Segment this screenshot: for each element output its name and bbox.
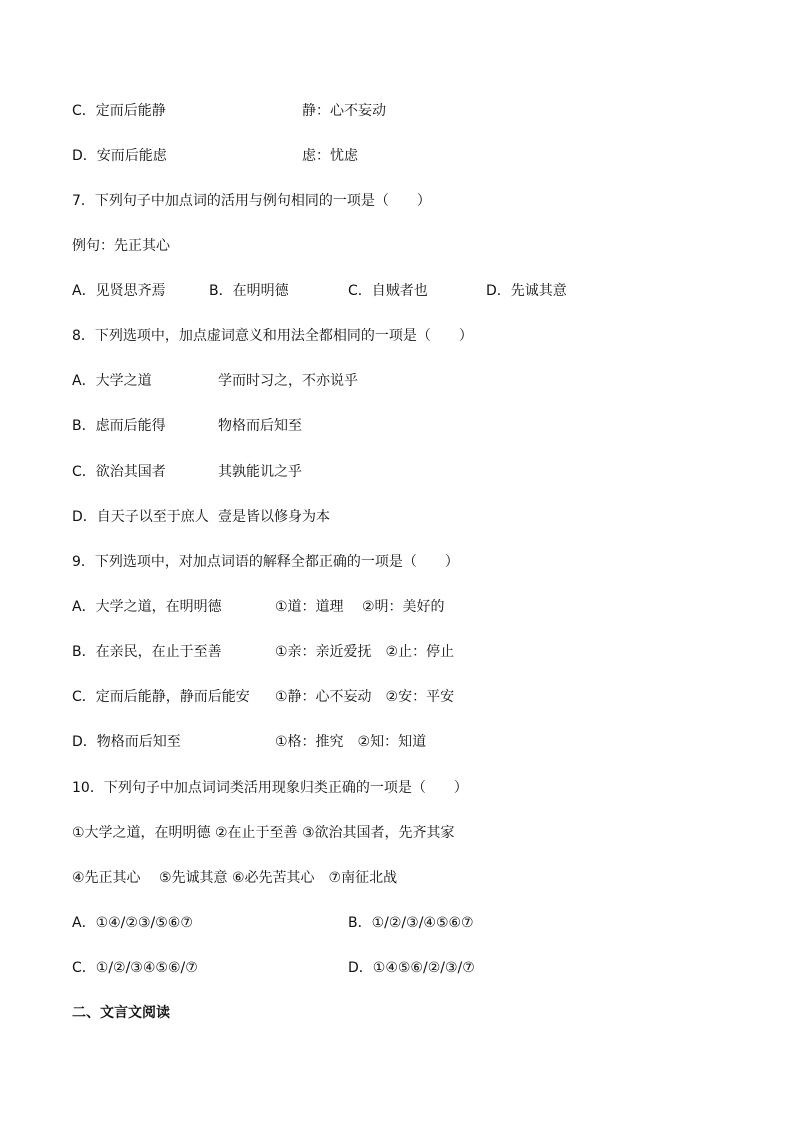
q6-option-d-text: D．安而后能虑 — [72, 148, 167, 164]
q7-option-c: C．自贼者也 — [348, 283, 428, 299]
q10-option-c: C．①/②/③④⑤⑥/⑦ — [72, 960, 198, 976]
q9-option-b-gloss: ①亲：亲近爱抚 ②止：停止 — [275, 644, 455, 660]
q8-option-a-compare: 学而时习之，不亦说乎 — [218, 373, 358, 389]
q8-option-a-text: A．大学之道 — [72, 373, 152, 389]
q8-option-b-text: B．虑而后能得 — [72, 418, 166, 434]
q10-sentences-line-1: ①大学之道，在明明德 ②在止于至善 ③欲治其国者，先齐其家 — [72, 825, 455, 841]
q7-option-b: B．在明明德 — [209, 283, 289, 299]
q8-option-c-text: C．欲治其国者 — [72, 464, 166, 480]
q9-option-c-text: C．定而后能静，静而后能安 — [72, 689, 250, 705]
q10-option-a: A．①④/②③/⑤⑥⑦ — [72, 915, 193, 931]
q10-sentences-line-2: ④先正其心 ⑤先诚其意 ⑥必先苦其心 ⑦南征北战 — [72, 870, 398, 886]
section-heading: 二、文言文阅读 — [72, 1005, 170, 1021]
q9-option-b-text: B．在亲民，在止于至善 — [72, 644, 222, 660]
q10-stem: 10．下列句子中加点词词类活用现象归类正确的一项是（ ） — [72, 780, 468, 796]
q7-option-d: D．先诚其意 — [486, 283, 567, 299]
q9-stem: 9．下列选项中，对加点词语的解释全都正确的一项是（ ） — [72, 554, 459, 570]
q10-option-b: B．①/②/③/④⑤⑥⑦ — [348, 915, 474, 931]
q8-option-d-compare: 壹是皆以修身为本 — [218, 509, 330, 525]
q8-option-b-compare: 物格而后知至 — [218, 418, 302, 434]
q9-option-d-gloss: ①格：推究 ②知：知道 — [275, 734, 427, 750]
q6-option-c-gloss: 静：心不妄动 — [302, 103, 386, 119]
q7-stem: 7．下列句子中加点词的活用与例句相同的一项是（ ） — [72, 193, 431, 209]
q9-option-d-text: D．物格而后知至 — [72, 734, 181, 750]
q9-option-a-gloss: ①道：道理 ②明：美好的 — [275, 599, 445, 615]
q8-stem: 8．下列选项中，加点虚词意义和用法全都相同的一项是（ ） — [72, 328, 473, 344]
q8-option-c-compare: 其孰能讥之乎 — [218, 464, 302, 480]
q6-option-c-text: C．定而后能静 — [72, 103, 166, 119]
q9-option-c-gloss: ①静：心不妄动 ②安：平安 — [275, 689, 455, 705]
q8-option-d-text: D．自天子以至于庶人 — [72, 509, 209, 525]
q7-example: 例句：先正其心 — [72, 238, 170, 254]
q6-option-d-gloss: 虑：忧虑 — [302, 148, 358, 164]
q9-option-a-text: A．大学之道，在明明德 — [72, 599, 222, 615]
q10-option-d: D．①④⑤⑥/②/③/⑦ — [348, 960, 475, 976]
q7-option-a: A．见贤思齐焉 — [72, 283, 166, 299]
